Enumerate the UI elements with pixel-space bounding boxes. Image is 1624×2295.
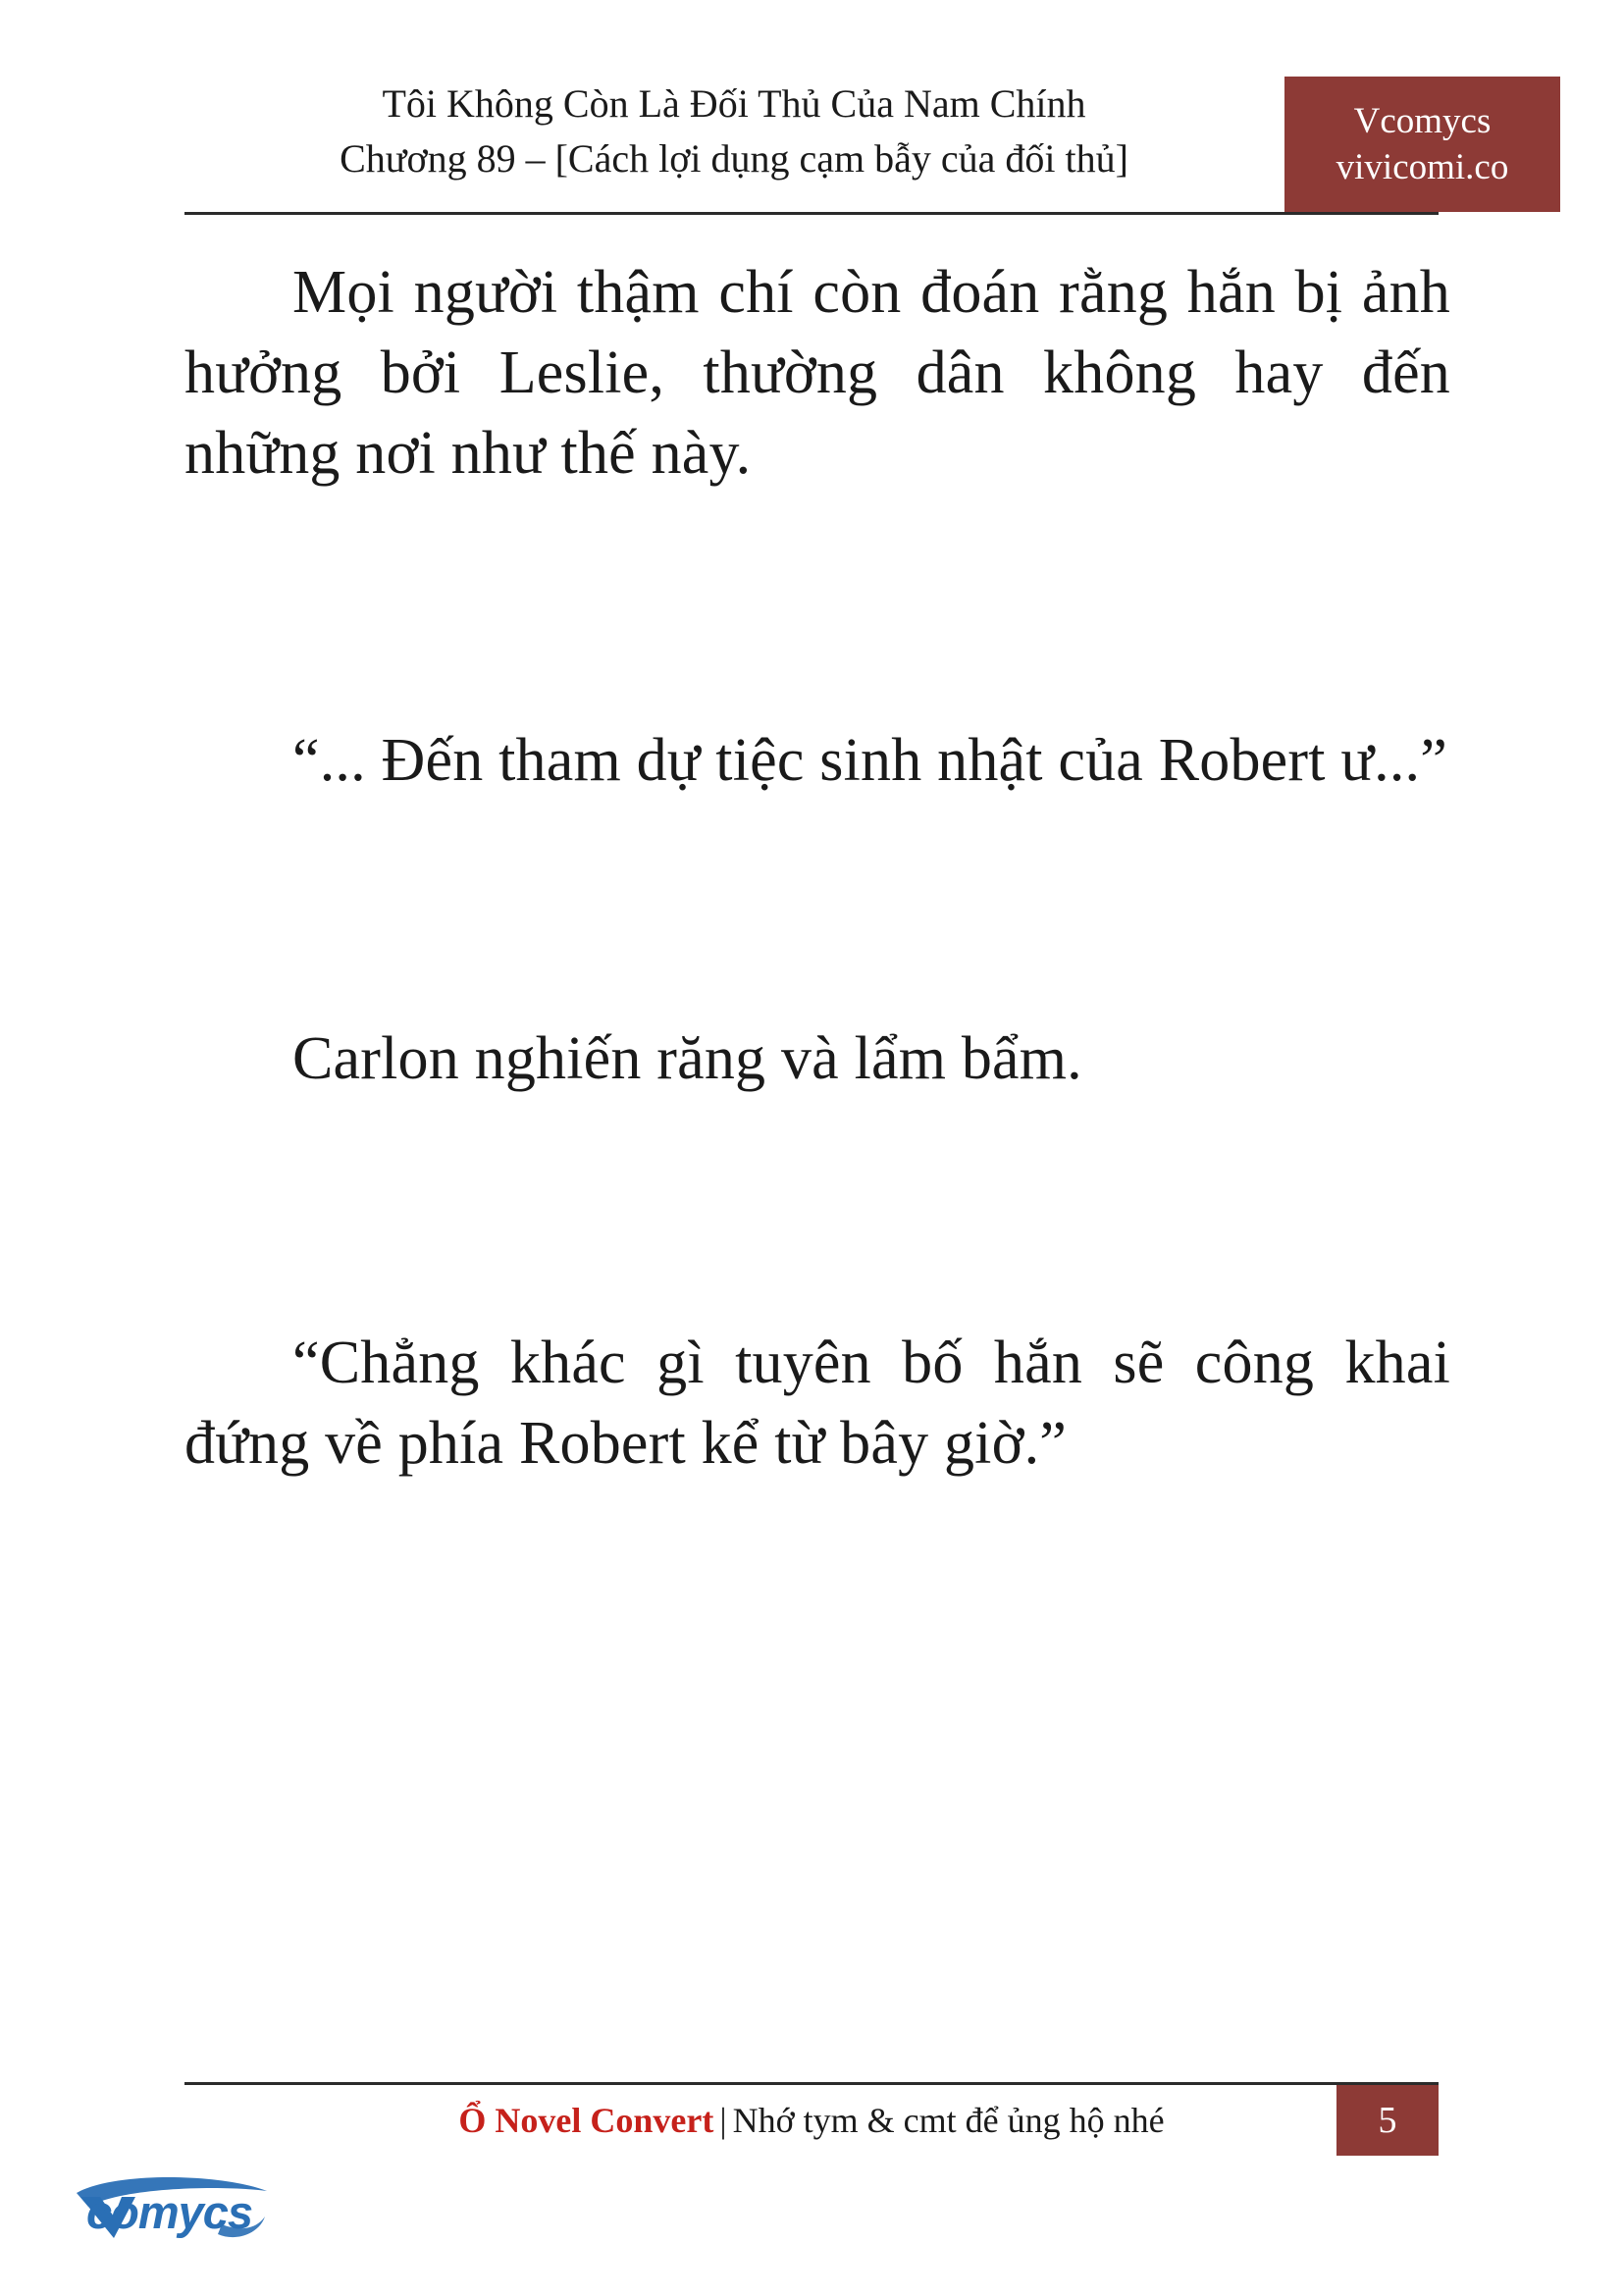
vcomycs-watermark-logo	[35, 2169, 261, 2260]
paragraph-2: “... Đến tham dự tiệc sinh nhật của Robert ư...”	[292, 727, 1447, 795]
page-number-badge	[1336, 2085, 1439, 2156]
header-divider	[184, 212, 1439, 215]
chapter-title: Chương 89 – [Cách lợi dụng cạm bẫy của đối thủ]	[340, 136, 1128, 181]
page-content	[184, 253, 1450, 1485]
header-title-block	[184, 77, 1283, 186]
paragraph-gap	[184, 802, 1450, 1019]
book-title: Tôi Không Còn Là Đối Thủ Của Nam Chính	[382, 81, 1086, 126]
footer-brand: Ổ Novel Convert	[458, 2101, 714, 2140]
footer-content	[184, 2085, 1439, 2156]
paragraph-gap	[184, 1100, 1450, 1324]
footer-note: Nhớ tym & cmt để ủng hộ nhé	[732, 2101, 1165, 2140]
page-header	[184, 77, 1509, 214]
watermark-text: comycs	[86, 2186, 253, 2238]
brand-name: Vcomycs	[1353, 100, 1492, 141]
paragraph-gap	[184, 494, 1450, 721]
footer-separator: |	[719, 2101, 727, 2140]
brand-badge	[1284, 77, 1560, 212]
paragraph-4: “Chẳng khác gì tuyên bố hắn sẽ công khai đứng về phía Robert kể từ bây giờ.”	[184, 1330, 1450, 1477]
page-footer	[184, 2082, 1439, 2159]
paragraph-3: Carlon nghiến răng và lẩm bẩm.	[292, 1025, 1082, 1093]
footer-text-group	[458, 2100, 1164, 2141]
brand-url: vivicomi.co	[1336, 147, 1509, 187]
page-number: 5	[1378, 2100, 1397, 2141]
paragraph-1: Mọi người thậm chí còn đoán rằng hắn bị ảnh hưởng bởi Leslie, thường dân không hay đến những nơi như thế này.	[184, 259, 1450, 487]
